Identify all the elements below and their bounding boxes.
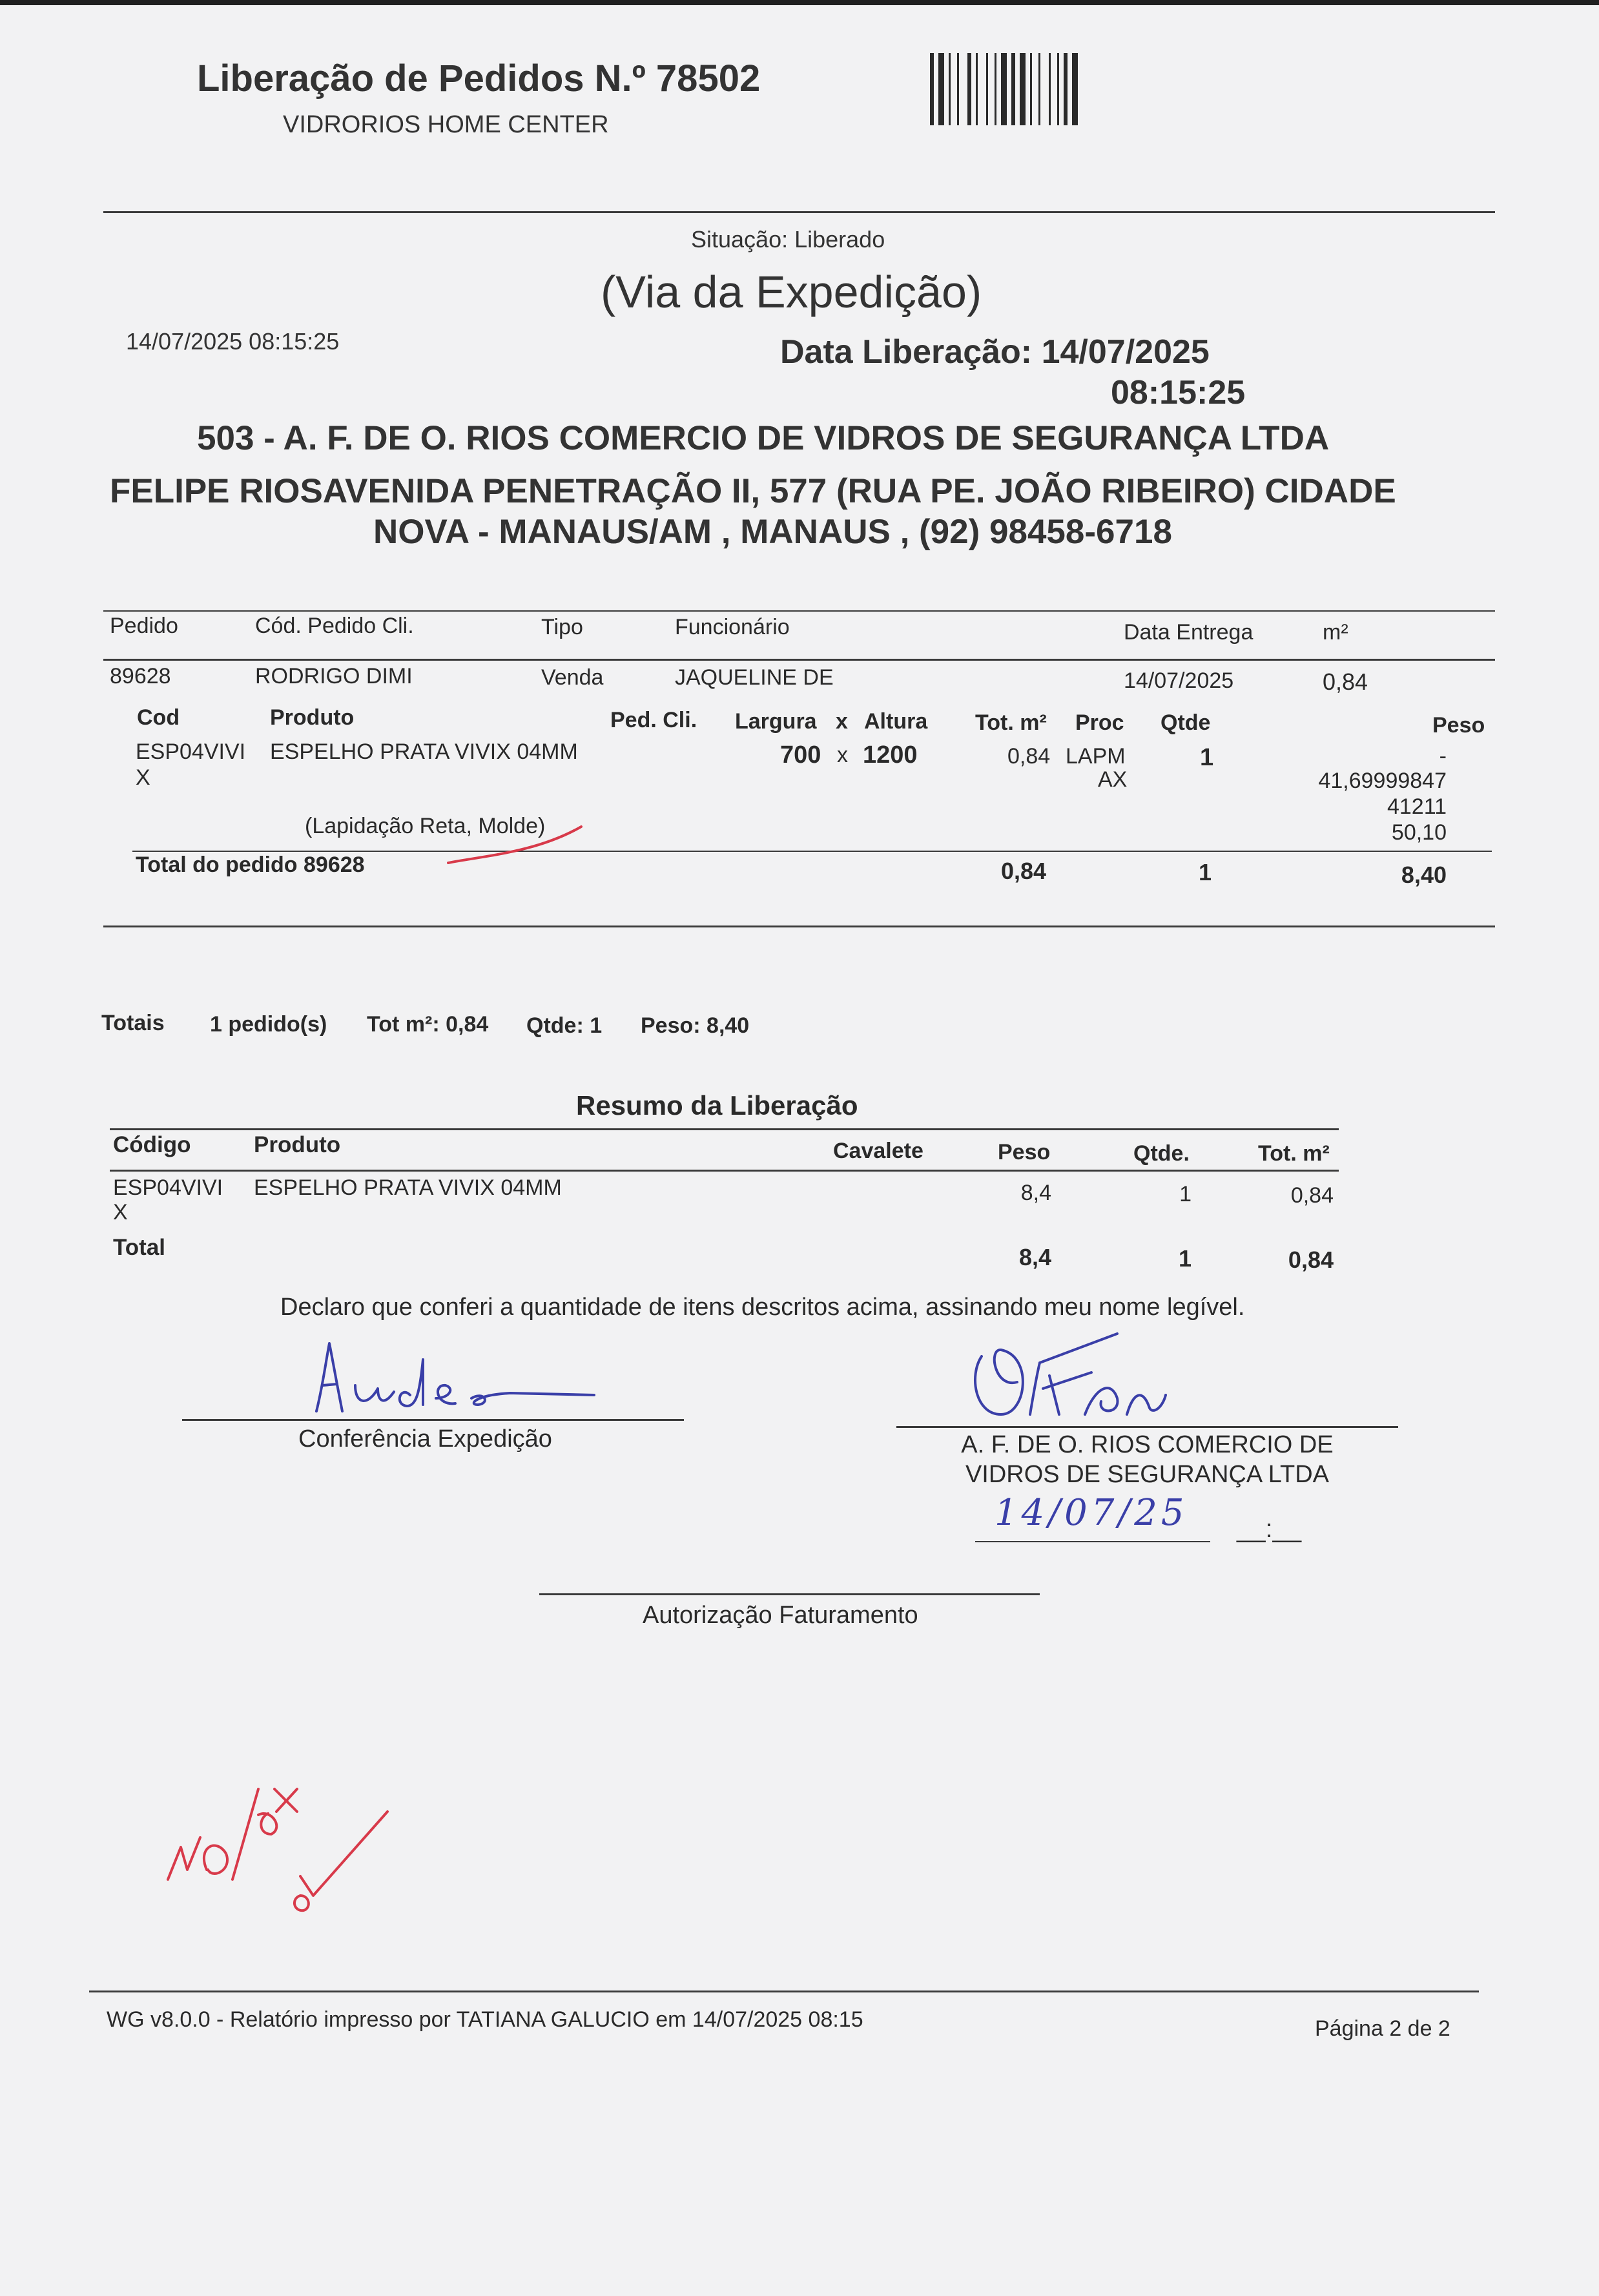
item-x: x <box>837 743 848 767</box>
item-header-ped-cli: Ped. Cli. <box>610 708 697 732</box>
resumo-header-peso: Peso <box>998 1140 1051 1164</box>
client-address-line2: NOVA - MANAUS/AM , MANAUS , (92) 98458-6718 <box>373 513 1172 551</box>
resumo-header-qtde: Qtde. <box>1133 1141 1190 1166</box>
item-qtde: 1 <box>1200 744 1214 771</box>
barcode-bar <box>995 53 996 125</box>
order-total-peso: 8,40 <box>1401 862 1447 888</box>
item-header-peso: Peso <box>1432 713 1485 738</box>
autorizacao-label: Autorização Faturamento <box>643 1602 918 1629</box>
col-header-tipo: Tipo <box>541 615 583 639</box>
item-proc-line2: AX <box>1098 767 1128 792</box>
item-total-rule <box>132 851 1492 852</box>
signature-line-conferencia <box>182 1419 684 1421</box>
red-note-ng-ox <box>161 1731 375 1925</box>
red-check-mark <box>446 820 588 865</box>
situacao-label: Situação: Liberado <box>691 226 885 253</box>
footer-rule <box>89 1991 1479 1992</box>
item-header-altura: Altura <box>864 709 928 734</box>
order-m2: 0,84 <box>1323 668 1368 695</box>
conferencia-label: Conferência Expedição <box>298 1425 552 1453</box>
item-cod-line1: ESP04VIVI <box>136 739 246 764</box>
item-header-x: x <box>836 709 848 734</box>
item-header-proc: Proc <box>1075 710 1124 735</box>
resumo-qtde: 1 <box>1179 1182 1192 1206</box>
order-total-m2: 0,84 <box>1001 858 1047 884</box>
col-header-cod-pedido-cli: Cód. Pedido Cli. <box>255 614 414 638</box>
item-header-tot-m2: Tot. m² <box>975 710 1047 735</box>
data-liberacao-time: 08:15:25 <box>1111 374 1246 411</box>
item-header-largura: Largura <box>735 709 817 734</box>
col-header-pedido: Pedido <box>110 614 178 638</box>
order-total-label: Total do pedido 89628 <box>136 853 365 877</box>
date-underline <box>975 1541 1210 1542</box>
resumo-total-tot-m2: 0,84 <box>1288 1246 1334 1273</box>
col-header-funcionario: Funcionário <box>675 615 790 639</box>
client-signature-line1: A. F. DE O. RIOS COMERCIO DE <box>961 1431 1334 1458</box>
item-altura: 1200 <box>863 741 918 769</box>
item-proc-line1: LAPM <box>1066 744 1126 769</box>
col-header-m2: m² <box>1323 620 1348 645</box>
totais-label: Totais <box>101 1011 165 1035</box>
item-peso-line1: - <box>1439 744 1447 769</box>
resumo-header-produto: Produto <box>254 1132 341 1157</box>
totais-m2: Tot m²: 0,84 <box>367 1012 489 1037</box>
barcode-bar <box>1038 53 1040 125</box>
order-tipo: Venda <box>541 665 604 690</box>
totais-pedidos: 1 pedido(s) <box>210 1012 327 1037</box>
item-peso-line2: 41,69999847 <box>1318 769 1447 793</box>
item-header-produto: Produto <box>270 705 355 730</box>
barcode-bar <box>938 53 944 125</box>
barcode-bar <box>967 53 971 125</box>
order-table-bottom-rule <box>103 926 1495 927</box>
print-datetime: 14/07/2025 08:15:25 <box>126 328 340 355</box>
barcode-bar <box>930 53 934 125</box>
resumo-header-rule <box>110 1170 1339 1172</box>
order-header-rule <box>103 659 1495 661</box>
order-data-entrega: 14/07/2025 <box>1124 668 1234 693</box>
header-divider <box>103 211 1495 213</box>
resumo-total-qtde: 1 <box>1178 1245 1192 1272</box>
barcode-bar <box>1020 53 1026 125</box>
via-label: (Via da Expedição) <box>601 267 982 317</box>
signature-conferencia <box>297 1334 607 1424</box>
order-cod-pedido-cli: RODRIGO DIMI <box>255 664 413 688</box>
resumo-peso: 8,4 <box>1020 1181 1051 1205</box>
resumo-header-tot-m2: Tot. m² <box>1258 1141 1330 1166</box>
resumo-total-label: Total <box>113 1235 166 1260</box>
footer-page: Página 2 de 2 <box>1315 2016 1450 2041</box>
barcode-bar <box>986 53 988 125</box>
resumo-tot-m2: 0,84 <box>1290 1183 1334 1208</box>
resumo-codigo-line2: X <box>113 1200 128 1225</box>
item-peso-line4: 50,10 <box>1391 820 1447 845</box>
item-peso-line3: 41211 <box>1387 794 1447 819</box>
resumo-header-codigo: Código <box>113 1132 191 1157</box>
order-pedido: 89628 <box>110 664 171 688</box>
item-processo: (Lapidação Reta, Molde) <box>305 814 546 838</box>
item-header-cod: Cod <box>137 705 180 730</box>
col-header-data-entrega: Data Entrega <box>1124 620 1253 645</box>
item-largura: 700 <box>780 741 821 769</box>
barcode-bar <box>1064 53 1068 125</box>
barcode-bar <box>957 53 959 125</box>
resumo-codigo-line1: ESP04VIVI <box>113 1175 223 1200</box>
handwritten-date: 14/07/25 <box>995 1492 1188 1534</box>
client-address-line1: FELIPE RIOSAVENIDA PENETRAÇÃO II, 577 (RUA PE. JOÃO RIBEIRO) CIDADE <box>110 472 1396 510</box>
document-title: Liberação de Pedidos N.º 78502 <box>197 57 761 99</box>
barcode-bar <box>1011 53 1015 125</box>
barcode-icon <box>930 53 1175 125</box>
item-produto: ESPELHO PRATA VIVIX 04MM <box>270 739 578 764</box>
item-cod-line2: X <box>136 765 150 790</box>
declaration-text: Declaro que conferi a quantidade de itens descritos acima, assinando meu nome legível. <box>280 1294 1245 1321</box>
resumo-produto: ESPELHO PRATA VIVIX 04MM <box>254 1175 562 1200</box>
barcode-bar <box>976 53 978 125</box>
barcode-bar <box>949 53 951 125</box>
scan-top-edge <box>0 0 1599 5</box>
totais-qtde: Qtde: 1 <box>526 1013 603 1038</box>
signature-line-autorizacao <box>539 1593 1040 1595</box>
order-total-qtde: 1 <box>1199 859 1212 885</box>
order-table-top-rule <box>103 610 1495 612</box>
resumo-title: Resumo da Liberação <box>576 1090 858 1121</box>
barcode-bar <box>1049 53 1051 125</box>
resumo-total-peso: 8,4 <box>1018 1244 1051 1270</box>
signature-line-client <box>896 1426 1398 1428</box>
client-signature-line2: VIDROS DE SEGURANÇA LTDA <box>965 1461 1330 1488</box>
barcode-bar <box>1030 53 1032 125</box>
client-name: 503 - A. F. DE O. RIOS COMERCIO DE VIDROS DE SEGURANÇA LTDA <box>197 419 1330 457</box>
data-liberacao: Data Liberação: 14/07/2025 <box>780 333 1210 371</box>
totais-peso: Peso: 8,40 <box>641 1013 750 1038</box>
company-name: VIDRORIOS HOME CENTER <box>283 111 609 138</box>
resumo-top-rule <box>110 1128 1339 1130</box>
item-header-qtde: Qtde <box>1161 710 1211 735</box>
barcode-bar <box>1072 53 1078 125</box>
barcode-bar <box>1057 53 1059 125</box>
barcode-bar <box>1001 53 1007 125</box>
resumo-header-cavalete: Cavalete <box>833 1139 923 1163</box>
item-tot-m2: 0,84 <box>1007 744 1051 769</box>
time-blank: __:__ <box>1237 1515 1302 1543</box>
footer-printed-by: WG v8.0.0 - Relatório impresso por TATIANA GALUCIO em 14/07/2025 08:15 <box>107 2007 863 2032</box>
order-funcionario: JAQUELINE DE <box>675 665 834 690</box>
signature-client <box>956 1318 1188 1434</box>
